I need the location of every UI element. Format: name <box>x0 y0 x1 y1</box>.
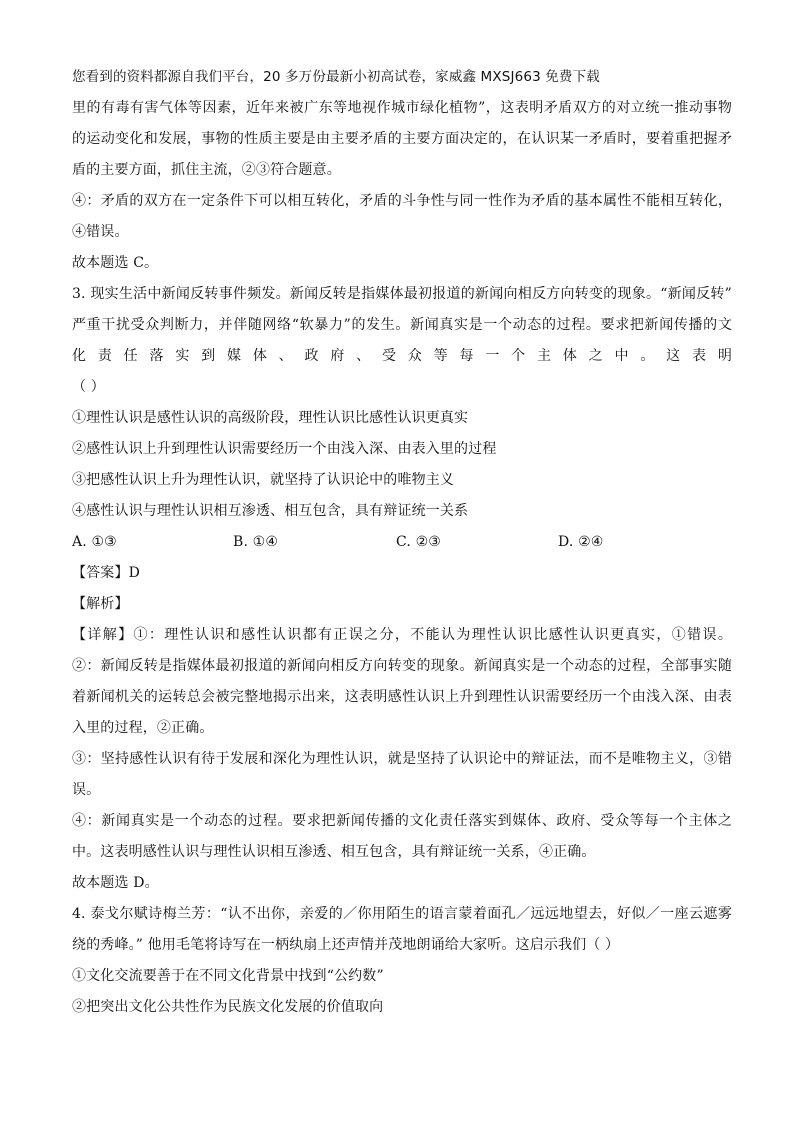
q2-line: 里的有毒有害气体等因素，近年来被广东等地视作城市绿化植物”，这表明矛盾双方的对立统一推动事物 <box>72 100 732 116</box>
q2-continued-block <box>72 93 732 279</box>
q3-explanation-line: 【详解】①：理性认识和感性认识都有正误之分，不能认为理性认识比感性认识更真实，①错误。 <box>72 627 732 643</box>
q3-answer-label: 【答案】D <box>72 565 140 581</box>
q2-answer-conclusion: 故本题选 C。 <box>72 255 159 271</box>
q3-explanation-line: ③：坚持感性认识有待于发展和深化为理性认识，就是坚持了认识论中的辩证法，而不是唯物主义，③错 <box>72 751 732 767</box>
q3-block <box>72 279 732 899</box>
q4-statement: ①文化交流要善于在不同文化背景中找到“公约数” <box>72 968 384 984</box>
q4-block <box>72 899 732 1023</box>
q2-line: 的运动变化和发展，事物的性质主要是由主要矛盾的主要方面决定的，在认识某一矛盾时，要着重把握矛 <box>72 131 732 147</box>
q3-explanation-line: 中。这表明感性认识与理性认识相互渗透、相互包含，具有辩证统一关系，④正确。 <box>72 844 596 860</box>
q2-line: ④：矛盾的双方在一定条件下可以相互转化，矛盾的斗争性与同一性作为矛盾的基本属性不能相互转化， <box>72 193 732 209</box>
q3-stem-line: 严重干扰受众判断力，并伴随网络“软暴力”的发生。新闻真实是一个动态的过程。要求把新闻传播的文 <box>72 317 732 333</box>
q3-stem-line: 化 责 任 落 实 到 媒 体 、 政 府 、 受 众 等 每 一 个 主 体 之 中 。 这 表 明 <box>72 348 732 364</box>
q3-option-b: B. ①④ <box>233 534 279 550</box>
q4-stem-line: 绕的秀峰。” 他用毛笔将诗写在一柄纨扇上还声情并茂地朗诵给大家听。这启示我们（ ） <box>72 937 620 953</box>
q4-statement: ②把突出文化公共性作为民族文化发展的价值取向 <box>72 999 384 1015</box>
q3-answer-conclusion: 故本题选 D。 <box>72 875 159 891</box>
q3-option-d: D. ②④ <box>558 534 604 550</box>
q3-explanation-line: 入里的过程，②正确。 <box>72 720 214 736</box>
q3-answer-blank: （ ） <box>72 379 105 395</box>
q3-explanation-line: 误。 <box>72 782 101 798</box>
q3-options-row <box>72 527 732 558</box>
q3-explanation-line: ④：新闻真实是一个动态的过程。要求把新闻传播的文化责任落实到媒体、政府、受众等每一个主体之 <box>72 813 732 829</box>
q2-line: ④错误。 <box>72 224 129 240</box>
q3-option-c: C. ②③ <box>396 534 441 550</box>
q4-stem-line: 4. 泰戈尔赋诗梅兰芳：“认不出你，亲爱的／你用陌生的语言蒙着面孔／远远地望去，好似／一座云遮雾 <box>72 906 732 922</box>
q3-stem-line: 3. 现实生活中新闻反转事件频发。新闻反转是指媒体最初报道的新闻向相反方向转变的现象。“新闻反转” <box>72 286 732 302</box>
q3-statement: ②感性认识上升到理性认识需要经历一个由浅入深、由表入里的过程 <box>72 441 497 457</box>
q3-statement: ④感性认识与理性认识相互渗透、相互包含，具有辩证统一关系 <box>72 503 469 519</box>
q3-explanation-line: ②：新闻反转是指媒体最初报道的新闻向相反方向转变的现象。新闻真实是一个动态的过程，全部事实随 <box>72 658 732 674</box>
q3-option-a: A. ①③ <box>72 534 117 550</box>
q3-analysis-label: 【解析】 <box>72 596 129 612</box>
q3-explanation-line: 着新闻机关的运转总会被完整地揭示出来，这表明感性认识上升到理性认识需要经历一个由浅入深、由表 <box>72 689 732 705</box>
q3-statement: ③把感性认识上升为理性认识，就坚持了认识论中的唯物主义 <box>72 472 455 488</box>
document-page <box>72 62 732 1023</box>
header-notice: 您看到的资料都源自我们平台，20 多万份最新小初高试卷，家威鑫 MXSJ663 免费下载 <box>72 69 600 85</box>
q3-statement: ①理性认识是感性认识的高级阶段，理性认识比感性认识更真实 <box>72 410 469 426</box>
q2-line: 盾的主要方面，抓住主流，②③符合题意。 <box>72 162 341 178</box>
